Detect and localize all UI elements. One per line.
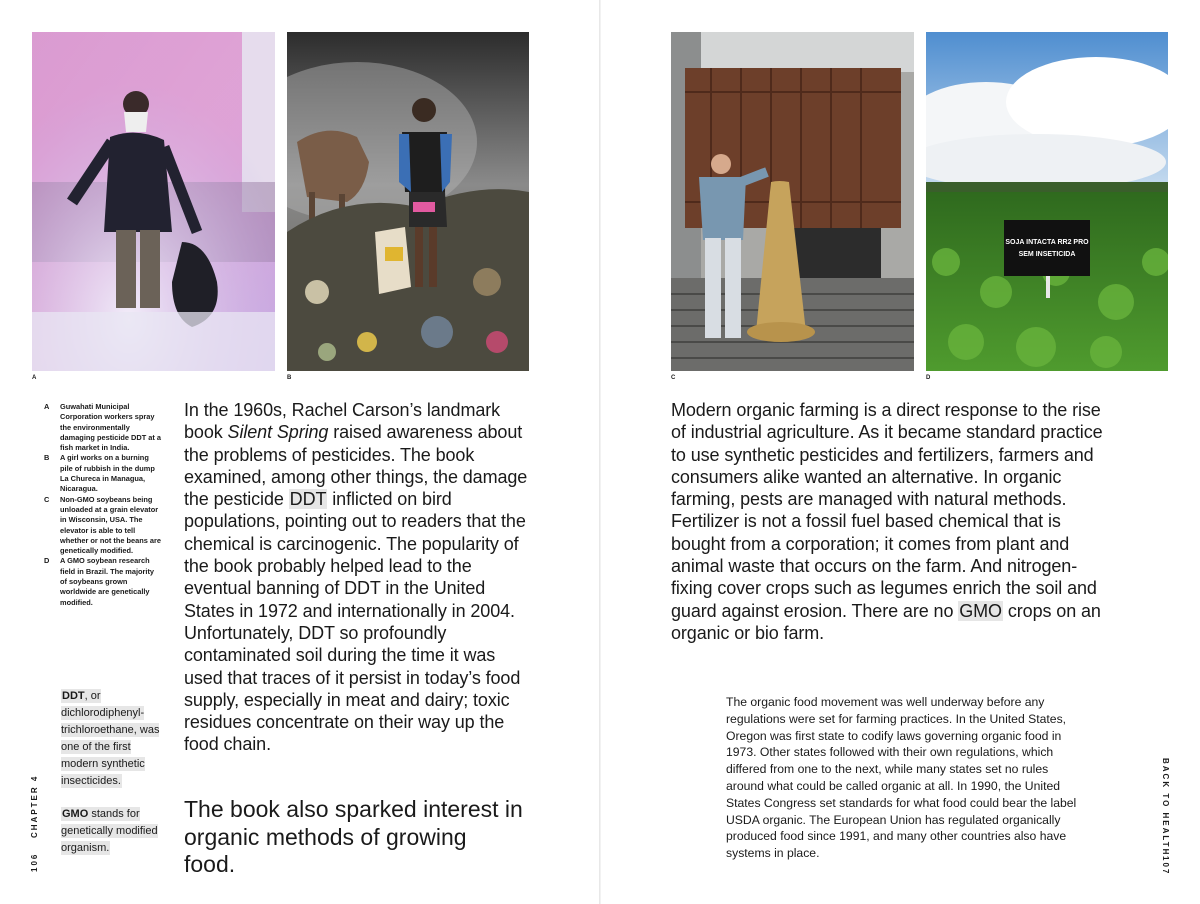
right-body-part-1: Modern organic farming is a direct response to the rise of industrial agriculture. As it became standard practice to use synthetic pesticides and fertilizers, farmers and consumers alike wanted an alternative. In organic farming, pests are managed with natural methods. Fertilizer is not a fossil fuel based chemical that is bought from a corporation; it comes from plant and animal waste that occurs on the farm. And nitrogen-fixing cover crops such as legumes enrich the soil and guard against erosion. There are no [671, 400, 1103, 621]
sidebar-text: The organic food movement was well underway before any regulations were set for farming practices. In the United States, Oregon was first state to codify laws governing organic food in 1973. Other states followed with their own regulations, which differed from one to the next, while many states set no rules around what could be called organic at all. In 1990, the United States Congress set standards for what food could bear the label USDA organic. The European Union has regulated organically produced food since 1991, and many other countries also have systems in place. [726, 695, 1077, 861]
figure-letter-a: A [32, 375, 37, 381]
left-body-part-2: raised awareness about the problems of pesticides. The book examined, among other things, the damage the pesticide [184, 422, 528, 510]
caption-text: Guwahati Municipal Corporation workers spray the environmentally damaging pesticide DDT at a fish market in India. [60, 402, 162, 453]
right-body-text [671, 399, 1103, 644]
left-body-part-1: In the 1960s, Rachel Carson’s landmark book [184, 400, 501, 443]
photo-c-grain-truck [671, 32, 914, 371]
figure-letter-b: B [287, 375, 292, 381]
pull-quote: The book also sparked interest in organic methods of growing food. [184, 796, 523, 877]
caption-d [44, 556, 162, 607]
glossary-ddt [61, 688, 161, 790]
caption-text: A girl works on a burning pile of rubbish in the dump La Chureca in Managua, Nicaragua. [60, 453, 155, 494]
running-head-chapter: CHAPTER 4 [30, 774, 39, 838]
caption-a [44, 402, 162, 453]
caption-b [44, 453, 162, 494]
glossary-term-gmo: GMO [62, 808, 89, 820]
photo-b-dump [287, 32, 529, 371]
page-number-left: 106 [30, 852, 39, 872]
term-gmo-highlight: GMO [959, 600, 1002, 621]
left-body-part-3: inflicted on bird populations, pointing out to readers that the chemical is carcinogenic. The popularity of the book probably helped lead to the eventual banning of DDT in the United States in 1972 and internationally in 2004. Unfortunately, DDT so profoundly contaminated soil during the time it was used that traces of it persist in today’s food supply, especially in meat and dairy; toxic residues concentrate on their way up the food chain. [184, 489, 526, 755]
glossary-gmo [61, 806, 161, 857]
glossary-term-ddt: DDT [62, 690, 85, 702]
sign-line-1: SOJA INTACTA RR2 PRO [1005, 239, 1089, 246]
right-body-part-2: crops on an organic or bio farm. [671, 600, 1101, 643]
left-body-text [184, 399, 536, 756]
caption-letter: C [44, 494, 50, 504]
caption-letter: D [44, 556, 50, 566]
photo-a-fumigation [32, 32, 275, 371]
figure-letter-c: C [671, 375, 676, 381]
page-gutter [599, 0, 601, 904]
caption-letter: B [44, 453, 50, 463]
caption-c [44, 495, 162, 557]
book-title: Silent Spring [227, 422, 329, 443]
caption-letter: A [44, 402, 50, 411]
caption-text: Non-GMO soybeans being unloaded at a grain elevator in Wisconsin, USA. The elevator is able to tell whether or not the beans are genetically modified. [60, 494, 162, 556]
photo-captions [44, 402, 162, 608]
running-head-section: BACK TO HEALTH [1161, 758, 1170, 857]
page-number-right: 107 [1161, 856, 1170, 876]
glossary-definition-gmo: stands for genetically modified organism. [61, 808, 158, 854]
figure-letter-d: D [926, 375, 931, 381]
sign-line-2: SEM INSETICIDA [1018, 251, 1076, 258]
glossary-definition-ddt: , or dichlorodiphenyl-trichloroethane, was one of the first modern synthetic insecticides. [61, 690, 160, 787]
term-ddt-highlight: DDT [289, 489, 327, 510]
caption-text: A GMO soybean research field in Brazil. The majority of soybeans grown worldwide are genetically modified. [60, 556, 155, 607]
photo-d-soybean-field [926, 32, 1168, 371]
